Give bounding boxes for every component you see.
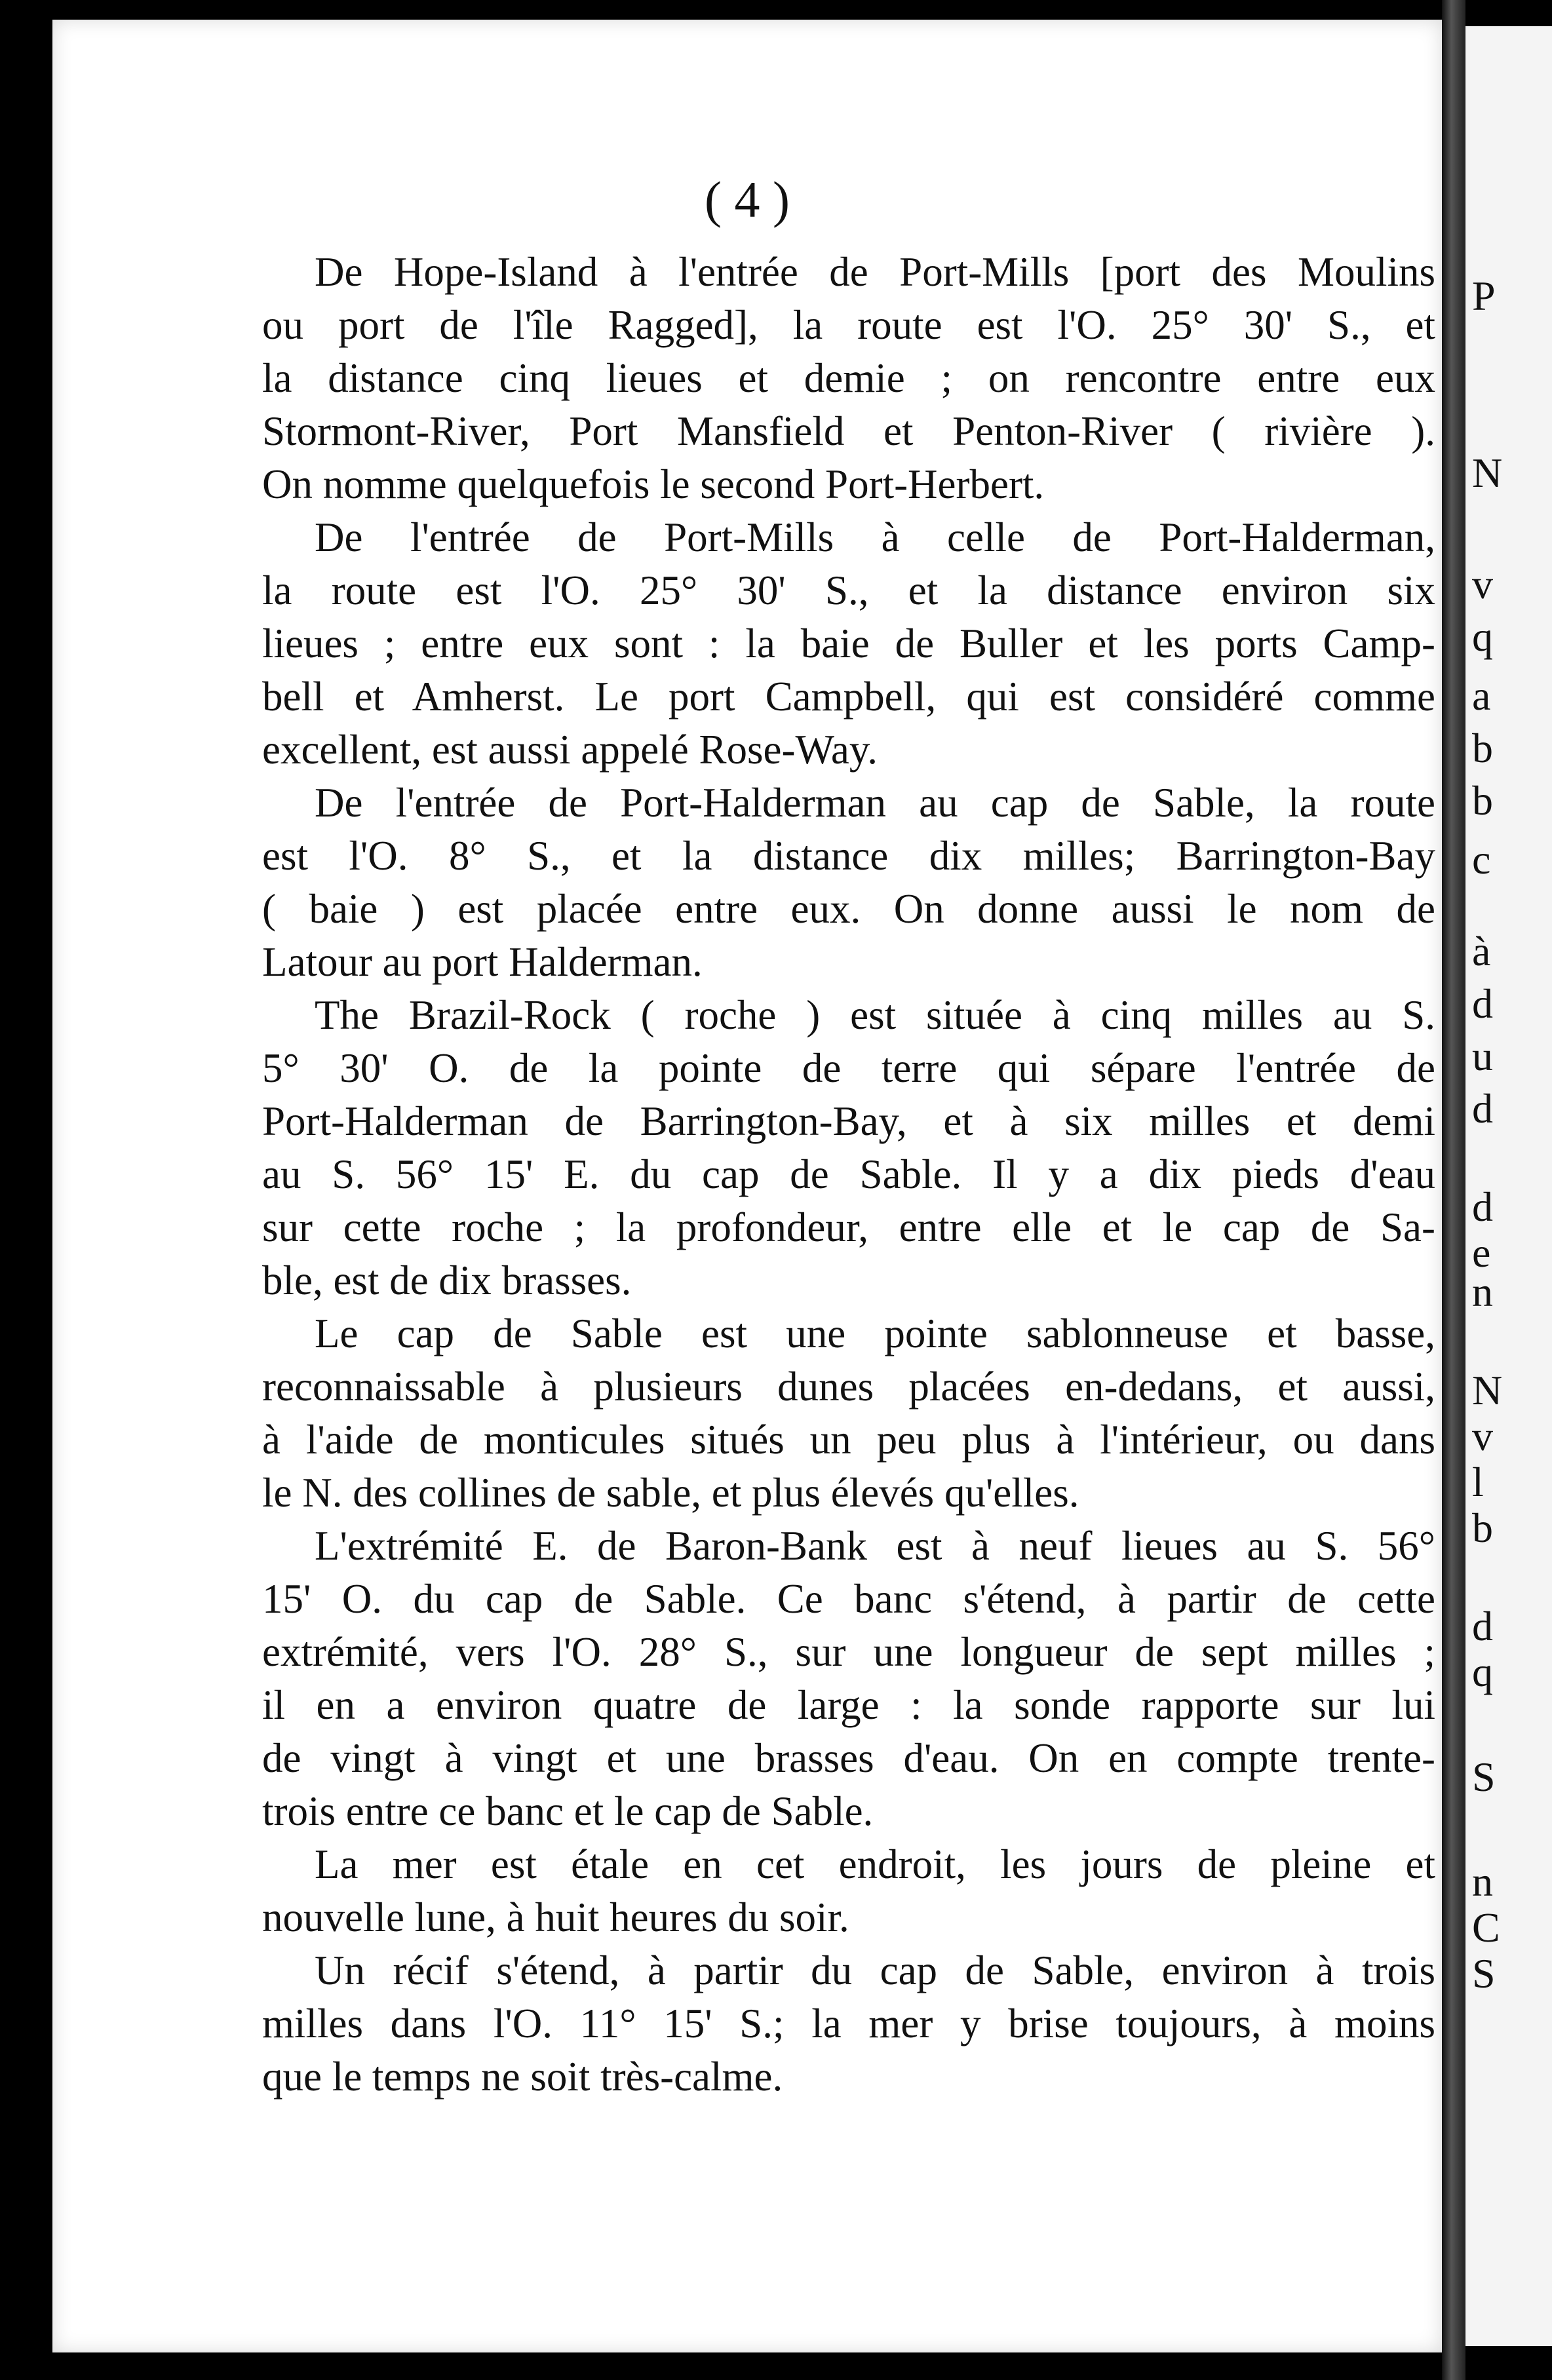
adjacent-page-fragment: v (1472, 561, 1493, 607)
adjacent-page-fragment: a (1472, 672, 1491, 719)
text-line: extrémité, vers l'O. 28° S., sur une longueur de sept milles ; (262, 1629, 1435, 1675)
text-line: Stormont-River, Port Mansfield et Penton-River ( rivière ). (262, 408, 1435, 454)
text-line: L'extrémité E. de Baron-Bank est à neuf lieues au S. 56° (315, 1523, 1435, 1569)
text-line: milles dans l'O. 11° 15' S.; la mer y brise toujours, à moins (262, 2001, 1435, 2046)
text-line: est l'O. 8° S., et la distance dix milles; Barrington-Bay (262, 833, 1435, 879)
text-line: Le cap de Sable est une pointe sablonneuse et basse, (315, 1311, 1435, 1356)
text-line: Un récif s'étend, à partir du cap de Sable, environ à trois (315, 1948, 1435, 1993)
adjacent-page-fragment: b (1472, 1505, 1493, 1551)
adjacent-page-fragment: N (1472, 450, 1503, 496)
adjacent-page-fragment: e (1472, 1229, 1491, 1276)
text-line: nouvelle lune, à huit heures du soir. (262, 1894, 849, 1940)
adjacent-page-fragment: b (1472, 725, 1493, 771)
text-line: sur cette roche ; la profondeur, entre elle et le cap de Sa- (262, 1204, 1435, 1250)
adjacent-page-fragment: n (1472, 1269, 1493, 1315)
adjacent-page-fragment: C (1472, 1904, 1500, 1951)
text-line: lieues ; entre eux sont : la baie de Buller et les ports Camp- (262, 621, 1435, 666)
scan-border-left (0, 0, 52, 2380)
adjacent-page-fragment: N (1472, 1367, 1503, 1413)
text-line: bell et Amherst. Le port Campbell, qui est considéré comme (262, 674, 1435, 720)
text-line: De Hope-Island à l'entrée de Port-Mills [port des Moulins (315, 249, 1435, 295)
text-line: 15' O. du cap de Sable. Ce banc s'étend, à partir de cette (262, 1576, 1435, 1622)
text-line: trois entre ce banc et le cap de Sable. (262, 1788, 874, 1834)
text-line: à l'aide de monticules situés un peu plus à l'intérieur, ou dans (262, 1417, 1435, 1463)
adjacent-page-fragment: q (1472, 613, 1493, 660)
text-line: de vingt à vingt et une brasses d'eau. On en compte trente- (262, 1735, 1435, 1781)
text-line: la route est l'O. 25° 30' S., et la distance environ six (262, 567, 1435, 613)
adjacent-page-fragment: S (1472, 1754, 1496, 1800)
adjacent-page-fragment: à (1472, 928, 1491, 974)
text-line: ble, est de dix brasses. (262, 1257, 632, 1303)
book-gutter (1442, 0, 1465, 2380)
text-line: De l'entrée de Port-Mills à celle de Port-Halderman, (315, 514, 1435, 560)
text-line: On nomme quelquefois le second Port-Herbert. (262, 461, 1045, 507)
adjacent-page-fragment: d (1472, 980, 1493, 1027)
adjacent-page-fragment: u (1472, 1033, 1493, 1079)
adjacent-page-fragment: n (1472, 1858, 1493, 1905)
adjacent-page-fragment: v (1472, 1413, 1493, 1459)
text-line: 5° 30' O. de la pointe de terre qui sépare l'entrée de (262, 1045, 1435, 1091)
text-line: ou port de l'île Ragged], la route est l'O. 25° 30' S., et (262, 302, 1435, 348)
adjacent-page-fragment: d (1472, 1183, 1493, 1230)
adjacent-page-fragment: q (1472, 1649, 1493, 1695)
adjacent-page-fragment: P (1472, 273, 1496, 319)
text-line: reconnaissable à plusieurs dunes placées en-dedans, et aussi, (262, 1364, 1435, 1410)
adjacent-page-fragment: c (1472, 836, 1491, 883)
text-line: que le temps ne soit très-calme. (262, 2054, 783, 2100)
adjacent-page-fragment: b (1472, 777, 1493, 824)
text-line: Latour au port Halderman. (262, 939, 703, 985)
adjacent-page-edge (1465, 26, 1552, 2346)
page-number: ( 4 ) (705, 171, 790, 228)
text-line: le N. des collines de sable, et plus élevés qu'elles. (262, 1470, 1079, 1516)
text-line: la distance cinq lieues et demie ; on rencontre entre eux (262, 355, 1435, 401)
page-text (262, 246, 1435, 2103)
text-line: excellent, est aussi appelé Rose-Way. (262, 727, 878, 773)
text-line: au S. 56° 15' E. du cap de Sable. Il y a dix pieds d'eau (262, 1151, 1435, 1197)
text-line: The Brazil-Rock ( roche ) est située à cinq milles au S. (315, 992, 1435, 1038)
text-line: ( baie ) est placée entre eux. On donne aussi le nom de (262, 886, 1435, 932)
text-line: De l'entrée de Port-Halderman au cap de Sable, la route (315, 780, 1435, 826)
adjacent-page-fragment: d (1472, 1603, 1493, 1649)
adjacent-page-fragment: S (1472, 1950, 1496, 1997)
text-line: La mer est étale en cet endroit, les jours de pleine et (315, 1841, 1435, 1887)
adjacent-page-fragment: d (1472, 1085, 1493, 1132)
text-line: il en a environ quatre de large : la sonde rapporte sur lui (262, 1682, 1435, 1728)
text-line: Port-Halderman de Barrington-Bay, et à six milles et demi (262, 1098, 1435, 1144)
book-page (52, 20, 1442, 2352)
adjacent-page-fragment: l (1472, 1459, 1484, 1505)
